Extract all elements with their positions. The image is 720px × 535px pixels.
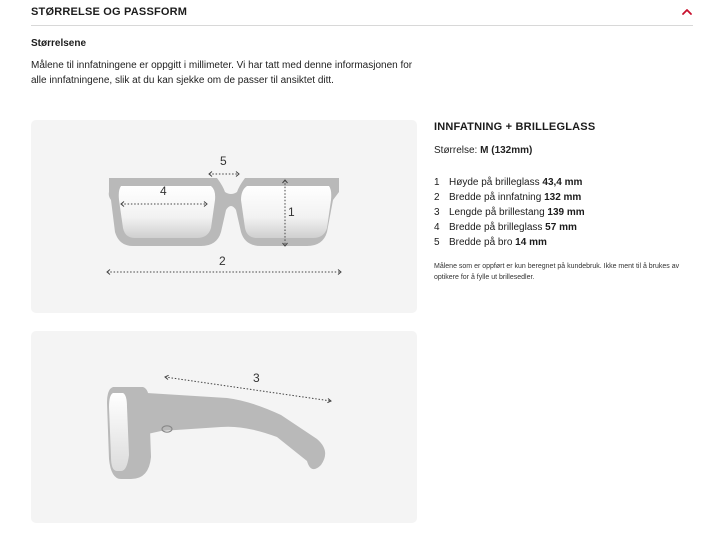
spec-value: 132 mm (544, 192, 582, 203)
spec-label: Bredde på bro (449, 237, 513, 248)
spec-number: 2 (434, 192, 440, 203)
label-3: 3 (253, 371, 260, 385)
spec-number: 5 (434, 237, 440, 248)
section-title: STØRRELSE OG PASSFORM (31, 6, 188, 18)
spec-value: 43,4 mm (542, 177, 583, 188)
details-title: INNFATNING + BRILLEGLASS (434, 121, 596, 133)
spec-number: 3 (434, 207, 440, 218)
side-view-panel (31, 331, 417, 523)
size-line (434, 145, 694, 156)
size-details (434, 121, 694, 283)
label-2: 2 (219, 254, 226, 268)
spec-row (434, 220, 694, 235)
spec-label: Bredde på innfatning (449, 192, 542, 203)
front-view-panel (31, 120, 417, 313)
size-label: Størrelse: (434, 145, 478, 156)
spec-label: Høyde på brilleglass (449, 177, 540, 188)
spec-row (434, 205, 694, 220)
spec-row (434, 175, 694, 190)
disclaimer-text: Målene som er oppført er kun beregnet på kundebruk. Ikke ment til å brukes av optikere for å fylle ut brillesedler. (434, 263, 680, 281)
spec-list (434, 175, 694, 250)
spec-value: 14 mm (515, 237, 547, 248)
spec-value: 139 mm (547, 207, 585, 218)
section-header[interactable] (31, 0, 693, 24)
spec-label: Lengde på brillestang (449, 207, 545, 218)
label-4: 4 (160, 184, 167, 198)
spec-row (434, 235, 694, 250)
header-divider (31, 25, 693, 26)
spec-row (434, 190, 694, 205)
spec-number: 1 (434, 177, 440, 188)
sizes-intro-text: Målene til innfatningene er oppgitt i millimeter. Vi har tatt med denne informasjonen for alle innfatningene, slik at du kan sjekke om de passer til ansiktet ditt. (31, 60, 413, 86)
side-view-glasses-illustration (31, 331, 417, 523)
front-view-glasses-illustration (31, 120, 417, 313)
label-1: 1 (288, 205, 295, 219)
size-value: M (132mm) (480, 145, 533, 156)
sizes-heading: Størrelsene (31, 38, 87, 49)
chevron-up-icon[interactable] (681, 6, 693, 18)
spec-label: Bredde på brilleglass (449, 222, 543, 233)
spec-value: 57 mm (545, 222, 577, 233)
spec-number: 4 (434, 222, 440, 233)
label-5: 5 (220, 154, 227, 168)
